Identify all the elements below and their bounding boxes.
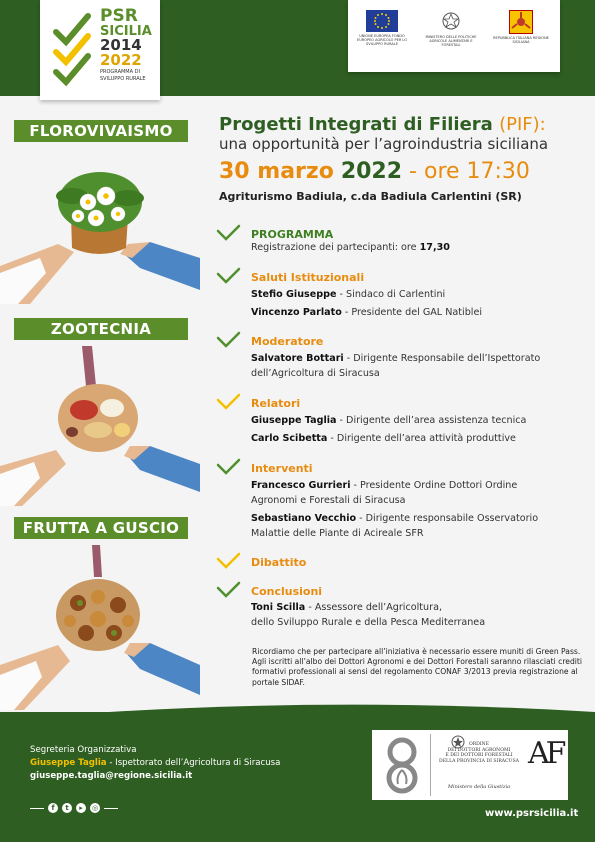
attendance-note	[252, 647, 582, 688]
af-monogram: AF	[528, 736, 563, 771]
check-icon	[215, 223, 241, 245]
contact-name: Giuseppe Taglia	[30, 758, 107, 768]
program-line: Stefio Giuseppe - Sindaco di Carlentini	[251, 289, 446, 300]
program-line: Sebastiano Vecchio - Dirigente responsabile Osservatorio	[251, 513, 539, 524]
ordine-line-4: DELLA PROVINCIA DI SIRACUSA	[439, 758, 519, 764]
psr-subtitle-1: PROGRAMMA DI	[100, 69, 140, 75]
ordine-text	[434, 742, 524, 764]
program-line: Agronomi e Forestali di Siracusa	[251, 495, 406, 506]
twitter-icon[interactable]: t	[62, 803, 72, 813]
eu-logo	[356, 10, 408, 46]
program-line: Registrazione dei partecipanti: ore 17,30	[251, 242, 450, 253]
check-icon	[215, 266, 241, 288]
ministry-caption: MINISTERO DELLE POLITICHE AGRICOLE ALIMENTARI E FORESTALI	[425, 35, 477, 47]
footer-curve	[0, 700, 595, 720]
program-line: Carlo Scibetta - Dirigente dell’area attività produttive	[251, 433, 516, 444]
section-heading: Saluti Istituzionali	[251, 271, 365, 284]
psr-sicilia-logo	[40, 0, 160, 100]
program-line: Giuseppe Taglia - Dirigente dell’area assistenza tecnica	[251, 415, 527, 426]
contact-email[interactable]: giuseppe.taglia@regione.sicilia.it	[30, 771, 193, 781]
ordine-line-3: E DEI DOTTORI FORESTALI	[445, 753, 513, 758]
ordine-agronomi-icon	[376, 736, 428, 794]
year-end: 2022	[100, 51, 142, 69]
photo-nuts	[0, 545, 200, 710]
check-icon	[215, 580, 241, 602]
check-icon	[215, 457, 241, 479]
event-subtitle: una opportunità per l’agroindustria siciliana	[219, 135, 549, 153]
sicily-emblem-icon	[509, 10, 533, 34]
event-date-year: 2022	[340, 159, 403, 184]
italian-emblem-icon	[441, 10, 461, 32]
event-date-day: 30 marzo	[219, 159, 334, 184]
credits-note: Agli iscritti all’albo dei Dottori Agronomi e dei Dottori Forestali saranno rilasciati crediti formativi professionali ai sensi del regolamento CONAF 3/2013 previa registrazione al portale SIDAF.	[252, 657, 582, 687]
check-icon	[215, 330, 241, 352]
program-line: dell’Agricoltura di Siracusa	[251, 368, 380, 379]
contact-role: - Ispettorato dell’Agricoltura di Siracusa	[106, 758, 281, 768]
event-date	[219, 159, 530, 184]
ordine-line-2: DEI DOTTORI AGRONOMI	[447, 747, 511, 753]
category-zootecnia: ZOOTECNIA	[14, 318, 188, 340]
check-icon	[215, 551, 241, 573]
program-line: Malattie delle Piante di Acireale SFR	[251, 528, 424, 539]
social-links	[30, 803, 118, 813]
section-heading: Moderatore	[251, 335, 324, 348]
ministero-label: Ministero della Giustizia	[447, 784, 511, 790]
photo-dairy-meat	[0, 346, 200, 506]
region-caption: REPUBBLICA ITALIANA REGIONE SICILIANA	[493, 36, 549, 44]
photo-flowers	[0, 148, 200, 304]
section-heading: PROGRAMMA	[251, 228, 334, 241]
program-line: Vincenzo Parlato - Presidente del GAL Natiblei	[251, 307, 483, 318]
event-time: - ore 17:30	[409, 159, 530, 184]
segreteria-label: Segreteria Organizzativa	[30, 745, 137, 755]
event-venue: Agriturismo Badiula, c.da Badiula Carlentini (SR)	[219, 190, 522, 203]
segreteria-contact	[30, 758, 280, 768]
institutional-logos	[348, 0, 560, 72]
section-heading: Interventi	[251, 462, 313, 475]
program-line: dello Sviluppo Rurale e della Pesca Mediterranea	[251, 617, 486, 628]
eu-flag-icon	[366, 10, 398, 32]
website-link[interactable]: www.psrsicilia.it	[485, 808, 579, 819]
section-heading: Relatori	[251, 397, 301, 410]
psr-label: PSR	[100, 6, 138, 26]
program-line: Francesco Gurrieri - Presidente Ordine Dottori Ordine	[251, 480, 518, 491]
check-icon	[215, 392, 241, 414]
psr-subtitle-2: SVILUPPO RURALE	[100, 76, 146, 82]
ordine-line-1: ORDINE	[468, 742, 490, 747]
section-heading: Conclusioni	[251, 585, 323, 598]
event-title	[219, 114, 546, 135]
facebook-icon[interactable]: f	[48, 803, 58, 813]
instagram-icon[interactable]: ◎	[91, 804, 99, 812]
youtube-icon[interactable]: ▸	[76, 803, 86, 813]
region-logo	[490, 10, 552, 44]
green-pass-note: Ricordiamo che per partecipare all’iniziativa è necessario essere muniti di Green Pass.	[252, 647, 581, 656]
section-heading: Dibattito	[251, 556, 307, 569]
category-florovivaismo: FLOROVIVAISMO	[14, 120, 188, 142]
category-frutta-a-guscio: FRUTTA A GUSCIO	[14, 517, 188, 539]
program-line: Toni Scilla - Assessore dell’Agricoltura,	[251, 602, 442, 613]
event-title-main: Progetti Integrati di Filiera	[219, 114, 493, 135]
ministry-logo	[422, 10, 480, 47]
year-start: 2014	[100, 36, 142, 54]
eu-caption: UNIONE EUROPEA FONDO EUROPEO AGRICOLO PER LO SVILUPPO RURALE	[357, 34, 407, 46]
psr-checkmarks-icon	[52, 10, 100, 88]
event-title-acronym: (PIF):	[499, 114, 546, 135]
sicilia-label: SICILIA	[100, 24, 152, 39]
program-line: Salvatore Bottari - Dirigente Responsabile dell’Ispettorato	[251, 353, 541, 364]
